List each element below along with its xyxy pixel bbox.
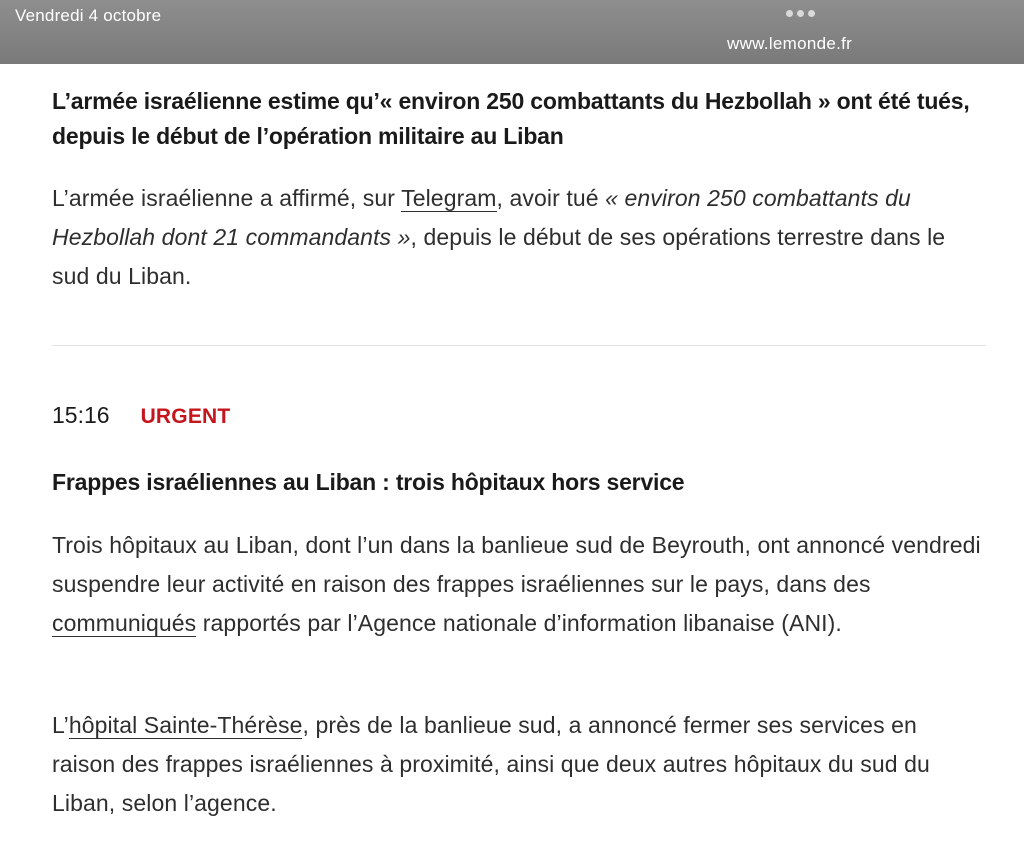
- post-body-text: , depuis le début de ses opérations terrestre dans le sud du Liban.: [52, 224, 946, 289]
- post-body-text: L’: [52, 712, 69, 738]
- status-date: Vendredi 4 octobre: [15, 6, 162, 25]
- post-quote: « environ 250 combattants du Hezbollah dont 21 commandants »: [52, 185, 911, 250]
- communiques-link[interactable]: communiqués: [52, 610, 197, 636]
- post-body-text: , près de la banlieue sud, a annoncé fermer ses services en raison des frappes israéliennes à proximité, ainsi que deux autres hôpitaux du sud du Liban, selon l’agence.: [52, 712, 930, 816]
- post-paragraph: [52, 706, 986, 823]
- post-divider: [52, 345, 986, 346]
- more-options-icon[interactable]: [786, 10, 815, 17]
- post-body: [52, 179, 986, 296]
- post-body-text: L’armée israélienne a affirmé, sur: [52, 185, 402, 211]
- urgent-badge: URGENT: [140, 405, 231, 428]
- post-body-text: Trois hôpitaux au Liban, dont l’un dans la banlieue sud de Beyrouth, ont annoncé vendredi suspendre leur activité en raison des frappes israéliennes sur le pays, dans des: [52, 532, 981, 597]
- post-body-text: rapportés par l’Agence nationale d’information libanaise (ANI).: [196, 610, 842, 636]
- telegram-link[interactable]: Telegram: [401, 185, 497, 211]
- post-body-text: , avoir tué: [496, 185, 606, 211]
- post-paragraph: [52, 526, 986, 643]
- post-title: L’armée israélienne estime qu’« environ 250 combattants du Hezbollah » ont été tués, depuis le début de l’opération militaire au Liban: [52, 88, 970, 149]
- browser-status-bar: [0, 0, 1024, 64]
- hopital-sainte-therese-link[interactable]: hôpital Sainte-Thérèse: [68, 712, 303, 738]
- post-title: Frappes israéliennes au Liban : trois hôpitaux hors service: [52, 469, 685, 495]
- address-bar-url[interactable]: www.lemonde.fr: [727, 34, 853, 53]
- post-time: 15:16: [52, 402, 110, 428]
- post-meta: [52, 402, 230, 429]
